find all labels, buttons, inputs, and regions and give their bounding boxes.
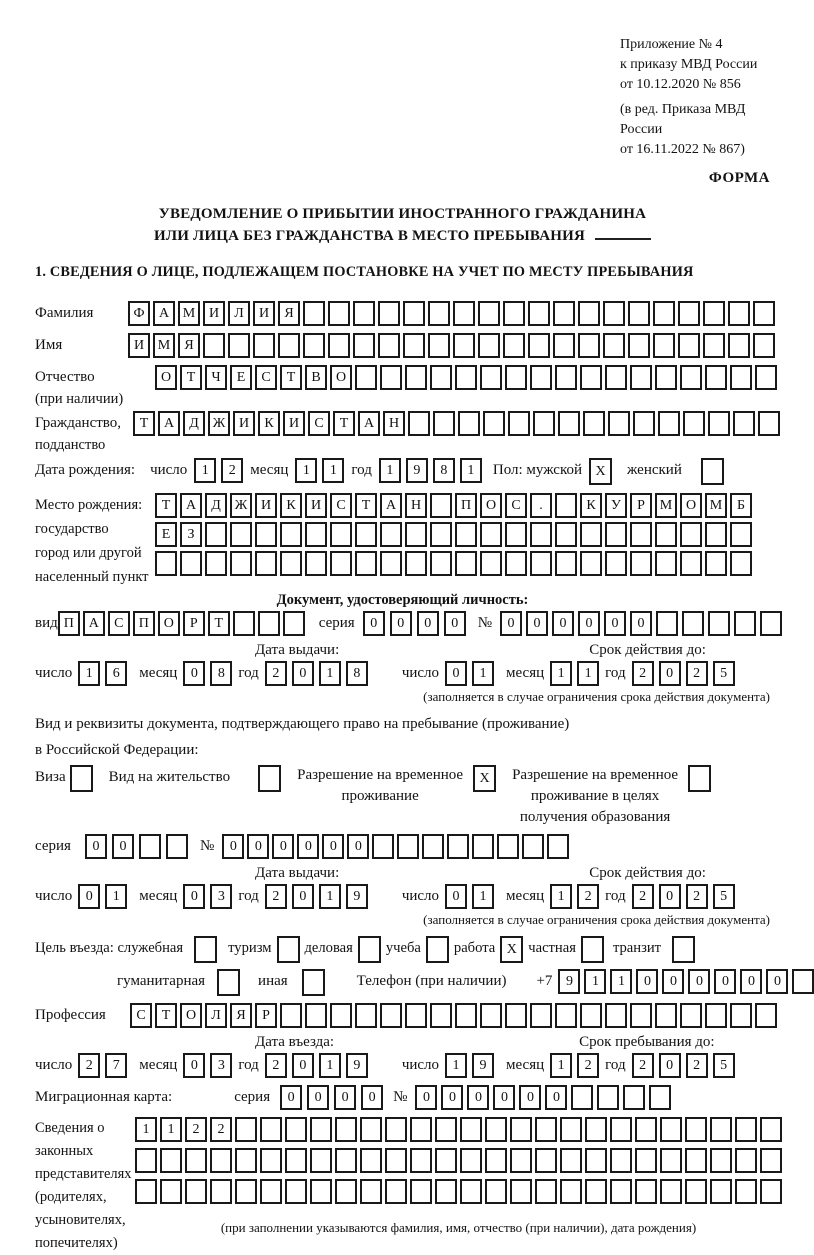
edition-line-1: (в ред. Приказа МВД России	[620, 102, 746, 137]
representatives-note: (при заполнении указываются фамилия, имя, отчество (при наличии), дата рождения)	[220, 1220, 697, 1235]
doc-valid-date-group	[402, 661, 735, 686]
edition-line-2: от 16.11.2022 № 867)	[620, 142, 745, 157]
representatives-row1-cells[interactable]: 1 1 2 2	[135, 1117, 782, 1142]
citizenship-label-line2: подданство	[35, 437, 106, 453]
birth-year-cells[interactable]: 1 9 8 1	[379, 458, 482, 483]
row-permit-series	[35, 834, 770, 859]
purpose-business-checkbox[interactable]	[358, 936, 381, 963]
entry-year-cells[interactable]: 2 0 1 9	[265, 1053, 368, 1078]
business-label: деловая	[304, 940, 353, 956]
permit-paragraph-line2: в Российской Федерации:	[35, 742, 199, 758]
month-label: месяц	[139, 888, 178, 904]
profession-cells[interactable]: С Т О Л Я Р	[130, 1003, 777, 1028]
day-label: число	[35, 1057, 73, 1073]
day-label: число	[401, 1057, 440, 1073]
row-given-name	[35, 333, 770, 358]
permit-number-cells[interactable]: 0 0 0 0 0 0	[222, 834, 569, 859]
day-label: число	[401, 888, 440, 904]
temp-permit-label	[297, 765, 463, 807]
birth-place-label	[35, 493, 155, 589]
residence-checkbox[interactable]	[258, 765, 281, 792]
private-label: частная	[528, 940, 576, 956]
identity-doc-heading: Документ, удостоверяющий личность:	[276, 592, 529, 608]
representatives-cells-stack	[135, 1117, 782, 1236]
migration-number-label: №	[393, 1089, 408, 1105]
permit-series-cells[interactable]: 0 0	[85, 834, 188, 859]
residence-item	[109, 765, 281, 792]
birth-place-label-line3: город или другой	[35, 545, 142, 561]
month-label: месяц	[506, 888, 545, 904]
row-birth-date	[35, 458, 770, 485]
stay-until-year-cells[interactable]: 2 0 2 5	[632, 1053, 735, 1078]
form-title-line-2-wrap	[35, 225, 770, 247]
representatives-label-line6: попечителях)	[35, 1235, 118, 1251]
row-surname	[35, 301, 770, 326]
block-representatives	[35, 1117, 770, 1255]
migration-series-label: серия	[234, 1089, 271, 1105]
title-underline	[595, 238, 651, 240]
birth-place-label-line2: государство	[35, 521, 109, 537]
sex-female-label: женский	[627, 462, 682, 478]
permit-valid-date-group	[402, 884, 735, 909]
row-patronymic	[35, 365, 770, 407]
temp-permit-edu-label-line2: проживание в целях	[530, 788, 660, 804]
day-label: число	[401, 665, 440, 681]
permit-valid-day-cells[interactable]: 0 1	[445, 884, 494, 909]
entry-month-cells[interactable]: 0 3	[183, 1053, 232, 1078]
humanitarian-label: гуманитарная	[117, 973, 206, 989]
form-title	[35, 203, 770, 247]
appendix-line-2: к приказу МВД России	[620, 57, 758, 72]
row-migration-card	[35, 1085, 770, 1110]
study-label: учеба	[385, 940, 421, 956]
purpose-humanitarian-checkbox[interactable]	[217, 969, 240, 996]
form-title-line-1: УВЕДОМЛЕНИЕ О ПРИБЫТИИ ИНОСТРАННОГО ГРАЖДАНИНА	[158, 206, 647, 222]
birth-place-row1-cells[interactable]: Т А Д Ж И К И С Т А Н П О С . К У Р М О М Б	[155, 493, 752, 518]
year-label: год	[351, 462, 372, 478]
phone-label: Телефон (при наличии)	[356, 973, 507, 989]
temp-permit-edu-checkbox[interactable]	[688, 765, 711, 792]
temp-permit-edu-item	[512, 765, 711, 828]
phone-prefix: +7	[536, 973, 553, 989]
purpose-work-checkbox[interactable]: X	[500, 936, 523, 963]
birth-place-label-line1: Место рождения:	[35, 497, 143, 513]
doc-issue-date-label: Дата выдачи:	[255, 642, 340, 658]
birth-date-label: Дата рождения:	[35, 462, 136, 478]
patronymic-label-line2: (при наличии)	[35, 391, 124, 407]
phone-cells[interactable]: 9 1 1 0 0 0 0 0 0	[558, 969, 814, 994]
permit-issue-date-group	[35, 884, 368, 909]
stay-until-month-cells[interactable]: 1 2	[550, 1053, 599, 1078]
representatives-label-line1: Сведения о	[35, 1120, 105, 1136]
entry-day-cells[interactable]: 2 7	[78, 1053, 127, 1078]
purpose-tourism-checkbox[interactable]	[277, 936, 300, 963]
sex-female-checkbox[interactable]	[701, 458, 724, 485]
row-permit-dates	[35, 884, 770, 909]
doc-valid-year-cells[interactable]: 2 0 2 5	[632, 661, 735, 686]
row-permit-date-labels	[35, 864, 770, 882]
row-profession	[35, 1003, 770, 1028]
birth-place-cells-stack	[155, 493, 752, 576]
doc-number-cells[interactable]: 0 0 0 0 0 0	[500, 611, 782, 636]
citizenship-label-line1: Гражданство,	[35, 415, 122, 431]
month-label: месяц	[506, 1057, 545, 1073]
work-label: работа	[453, 940, 496, 956]
purpose-private-checkbox[interactable]	[581, 936, 604, 963]
citizenship-label	[35, 411, 133, 453]
doc-number-label: №	[477, 615, 492, 631]
appendix-line-1: Приложение № 4	[620, 37, 723, 52]
representatives-label	[35, 1117, 135, 1255]
stay-until-day-cells[interactable]: 1 9	[445, 1053, 494, 1078]
year-label: год	[605, 888, 626, 904]
month-label: месяц	[506, 665, 545, 681]
row-purpose-2	[35, 969, 781, 996]
birth-day-cells[interactable]: 1 2	[194, 458, 243, 483]
surname-label: Фамилия	[35, 305, 94, 321]
permit-issue-date-label: Дата выдачи:	[255, 865, 340, 881]
migration-card-label: Миграционная карта:	[35, 1089, 173, 1105]
sex-male-label: Пол: мужской	[492, 462, 583, 478]
temp-permit-checkbox[interactable]: X	[473, 765, 496, 792]
visa-label: Виза	[35, 769, 66, 785]
purpose-study-checkbox[interactable]	[426, 936, 449, 963]
doc-type-cells[interactable]: П А С П О Р Т	[58, 611, 305, 636]
temp-permit-edu-label-line1: Разрешение на временное	[512, 767, 679, 783]
permit-issue-month-cells[interactable]: 0 3	[183, 884, 232, 909]
birth-month-cells[interactable]: 1 1	[295, 458, 344, 483]
representatives-label-line3: представителях	[35, 1166, 132, 1182]
permit-paragraph-line1: Вид и реквизиты документа, подтверждающего право на пребывание (проживание)	[35, 716, 570, 732]
stay-until-label: Срок пребывания до:	[579, 1034, 715, 1050]
given-name-cells[interactable]: И М Я	[128, 333, 775, 358]
representatives-row2-cells[interactable]	[135, 1148, 782, 1173]
permit-series-label: серия	[35, 838, 71, 854]
doc-valid-until-label: Срок действия до:	[589, 642, 706, 658]
other-label: иная	[258, 973, 288, 989]
appendix-block	[620, 35, 770, 160]
permit-issue-day-cells[interactable]: 0 1	[78, 884, 127, 909]
residence-label: Вид на жительство	[108, 769, 231, 785]
doc-issue-year-cells[interactable]: 2 0 1 8	[265, 661, 368, 686]
day-label: число	[35, 665, 73, 681]
year-label: год	[238, 665, 259, 681]
month-label: месяц	[139, 665, 178, 681]
patronymic-label-line1: Отчество	[35, 369, 95, 385]
entry-date-label: Дата въезда:	[255, 1034, 335, 1050]
visa-checkbox[interactable]	[70, 765, 93, 792]
doc-valid-month-cells[interactable]: 1 1	[550, 661, 599, 686]
transit-label: транзит	[612, 940, 662, 956]
visa-item	[35, 765, 93, 792]
patronymic-cells[interactable]: О Т Ч Е С Т В О	[155, 365, 777, 390]
row-doc-type	[35, 611, 770, 636]
permit-valid-until-label: Срок действия до:	[589, 865, 706, 881]
block-birth-place	[35, 493, 770, 589]
purpose-label: Цель въезда: служебная	[35, 940, 184, 956]
permit-validity-note: (заполняется в случае ограничения срока действия документа)	[423, 912, 770, 927]
entry-date-group	[35, 1053, 368, 1078]
tourism-label: туризм	[228, 940, 272, 956]
doc-issue-date-group	[35, 661, 368, 686]
doc-issue-month-cells[interactable]: 0 8	[183, 661, 232, 686]
row-doc-date-labels	[35, 641, 770, 659]
year-label: год	[238, 888, 259, 904]
month-label: месяц	[250, 462, 289, 478]
year-label: год	[238, 1057, 259, 1073]
day-label: число	[150, 462, 188, 478]
birth-place-row3-cells[interactable]	[155, 551, 752, 576]
year-label: год	[605, 665, 626, 681]
row-citizenship	[35, 411, 770, 453]
doc-validity-note: (заполняется в случае ограничения срока действия документа)	[423, 689, 770, 704]
doc-valid-day-cells[interactable]: 0 1	[445, 661, 494, 686]
permit-issue-year-cells[interactable]: 2 0 1 9	[265, 884, 368, 909]
representatives-label-line4: (родителях,	[35, 1189, 107, 1205]
permit-valid-year-cells[interactable]: 2 0 2 5	[632, 884, 735, 909]
row-doc-dates	[35, 661, 770, 686]
form-title-line-2: ИЛИ ЛИЦА БЕЗ ГРАЖДАНСТВА В МЕСТО ПРЕБЫВАНИЯ	[154, 228, 585, 244]
patronymic-label	[35, 365, 155, 407]
temp-permit-edu-label	[512, 765, 678, 828]
doc-series-cells[interactable]: 0 0 0 0	[363, 611, 466, 636]
purpose-transit-checkbox[interactable]	[672, 936, 695, 963]
migration-number-cells[interactable]: 0 0 0 0 0 0	[415, 1085, 671, 1110]
purpose-official-checkbox[interactable]	[194, 936, 217, 963]
forma-label: ФОРМА	[708, 170, 770, 186]
birth-place-label-line4: населенный пункт	[35, 569, 149, 585]
section1-heading: 1. СВЕДЕНИЯ О ЛИЦЕ, ПОДЛЕЖАЩЕМ ПОСТАНОВКЕ НА УЧЕТ ПО МЕСТУ ПРЕБЫВАНИЯ	[35, 264, 694, 280]
permit-number-label: №	[200, 838, 215, 854]
row-entry-dates	[35, 1053, 770, 1078]
profession-label: Профессия	[35, 1007, 106, 1023]
year-label: год	[605, 1057, 626, 1073]
stay-until-date-group	[402, 1053, 735, 1078]
temp-permit-edu-label-line3: получения образования	[519, 809, 671, 825]
representatives-label-line5: усыновителях,	[35, 1212, 126, 1228]
doc-issue-day-cells[interactable]: 1 6	[78, 661, 127, 686]
representatives-label-line2: законных	[35, 1143, 94, 1159]
purpose-other-checkbox[interactable]	[302, 969, 325, 996]
row-purpose-1	[35, 936, 770, 963]
appendix-line-3: от 10.12.2020 № 856	[620, 77, 741, 92]
citizenship-cells[interactable]: Т А Д Ж И К И С Т А Н	[133, 411, 780, 436]
month-label: месяц	[139, 1057, 178, 1073]
representatives-row3-cells[interactable]	[135, 1179, 782, 1204]
sex-male-checkbox[interactable]: X	[589, 458, 612, 485]
doc-type-label: вид	[35, 615, 58, 631]
doc-series-label: серия	[318, 615, 355, 631]
row-permit-types	[35, 765, 770, 828]
migration-series-cells[interactable]: 0 0 0 0	[280, 1085, 383, 1110]
temp-permit-label-line2: проживание	[341, 788, 419, 804]
permit-valid-month-cells[interactable]: 1 2	[550, 884, 599, 909]
surname-cells[interactable]: Ф А М И Л И Я	[128, 301, 775, 326]
birth-place-row2-cells[interactable]: Е З	[155, 522, 752, 547]
temp-permit-item	[297, 765, 496, 807]
day-label: число	[35, 888, 73, 904]
row-entry-date-labels	[35, 1033, 770, 1051]
given-name-label: Имя	[35, 337, 63, 353]
temp-permit-label-line1: Разрешение на временное	[297, 767, 464, 783]
